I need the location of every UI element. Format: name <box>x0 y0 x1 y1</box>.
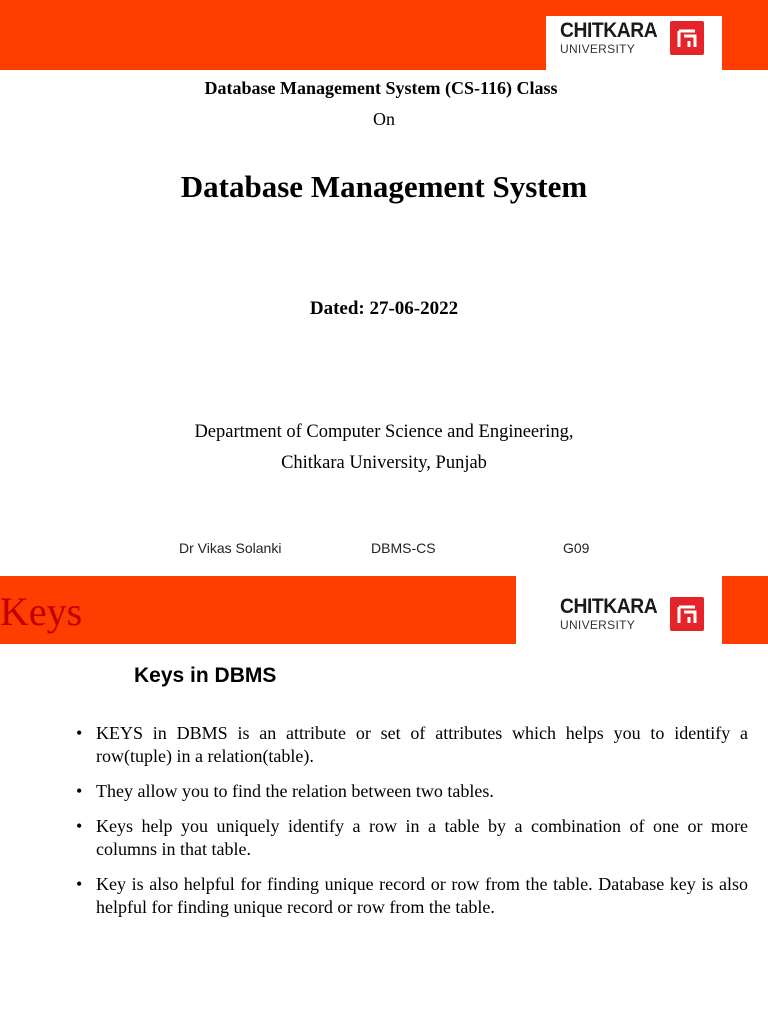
footer-group: G09 <box>563 540 590 556</box>
bullet-item: • Key is also helpful for finding unique record or row from the table. Database key is also helpful for finding unique record or row from the table. <box>76 873 748 919</box>
logo-subtext: UNIVERSITY <box>560 618 636 632</box>
logo-wordmark: CHITKARA <box>560 595 658 618</box>
bullet-list <box>76 722 748 931</box>
footer-author: Dr Vikas Solanki <box>179 540 282 556</box>
page-title: Database Management System <box>180 169 588 204</box>
date-line: Dated: 27-06-2022 <box>309 298 459 319</box>
university-line: Chitkara University, Punjab <box>281 453 487 473</box>
bullet-item: • They allow you to find the relation between two tables. <box>76 780 748 803</box>
on-text: On <box>373 109 395 129</box>
logo-mark-icon <box>670 21 704 55</box>
university-logo <box>516 576 722 648</box>
footer-course: DBMS-CS <box>371 540 436 556</box>
logo-mark-icon <box>670 597 704 631</box>
university-logo <box>546 16 722 74</box>
slide-subtitle: Keys in DBMS <box>134 664 277 687</box>
keys-slide <box>0 576 768 1024</box>
logo-subtext: UNIVERSITY <box>560 42 636 56</box>
department-line: Department of Computer Science and Engineering, <box>194 422 574 442</box>
slide-title: Keys <box>0 589 83 634</box>
course-line: Database Management System (CS-116) Class <box>204 78 558 98</box>
logo-wordmark: CHITKARA <box>560 19 658 42</box>
bullet-item: • Keys help you uniquely identify a row in a table by a combination of one or more columns in that table. <box>76 815 748 861</box>
bullet-item: • KEYS in DBMS is an attribute or set of attributes which helps you to identify a row(tuple) in a relation(table). <box>76 722 748 768</box>
department-block <box>0 417 768 479</box>
